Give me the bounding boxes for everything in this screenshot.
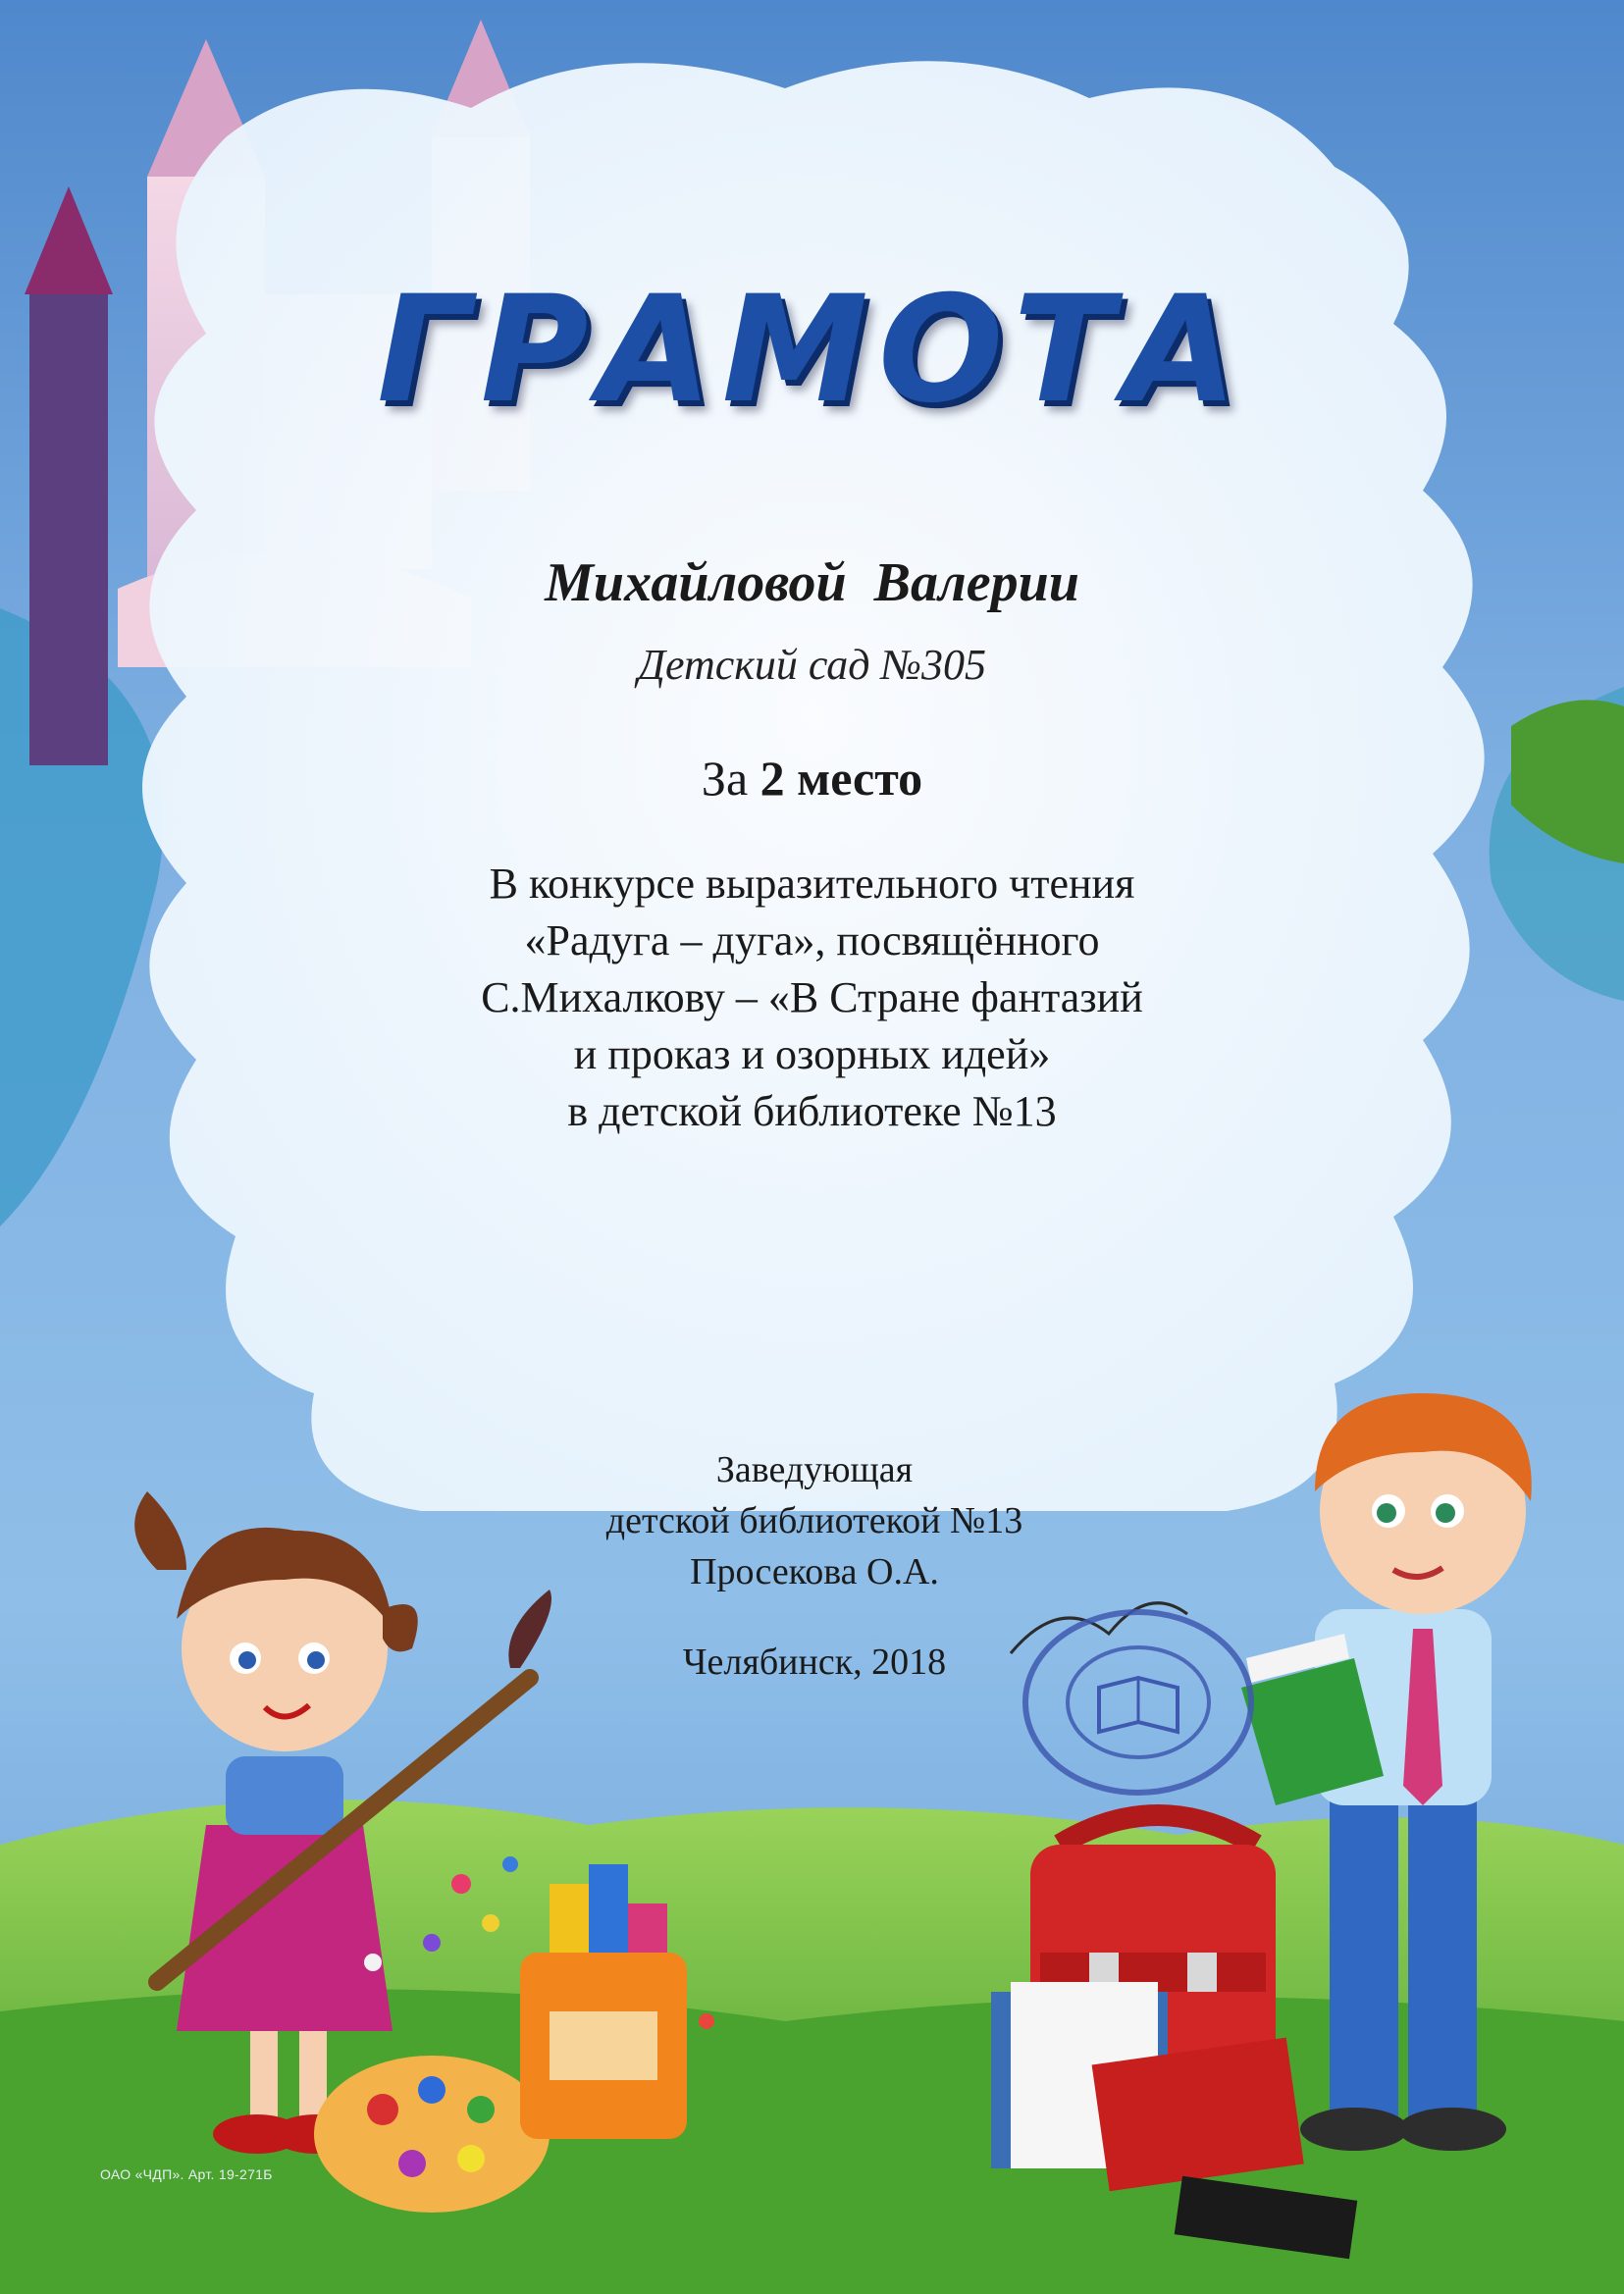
signer-organization: детской библиотекой №13	[605, 1500, 1023, 1541]
signature	[1011, 1603, 1187, 1653]
library-stamp	[1001, 1575, 1266, 1800]
signer-title: Заведующая	[715, 1449, 914, 1490]
recipient-name: Михайловой Валерии	[545, 552, 1079, 613]
description-line: в детской библиотеке №13	[567, 1087, 1057, 1135]
place-value: 2 место	[760, 751, 923, 806]
signer-name: Просекова О.А.	[690, 1551, 939, 1592]
printer-note: ОАО «ЧДП». Арт. 19-271Б	[100, 2166, 273, 2182]
certificate-title: ГРАМОТА	[377, 265, 1247, 436]
recipient-organization: Детский сад №305	[638, 641, 986, 689]
city-year: Челябинск, 2018	[682, 1642, 947, 1683]
description-line: «Радуга – дуга», посвящённого	[524, 916, 1100, 965]
place-prefix: За	[701, 751, 749, 806]
description-line: С.Михалкову – «В Стране фантазий	[481, 973, 1143, 1021]
award-place	[0, 750, 1624, 807]
description-line: и проказ и озорных идей»	[573, 1030, 1051, 1078]
description-line: В конкурсе выразительного чтения	[489, 860, 1135, 908]
contest-description	[294, 856, 1330, 1140]
